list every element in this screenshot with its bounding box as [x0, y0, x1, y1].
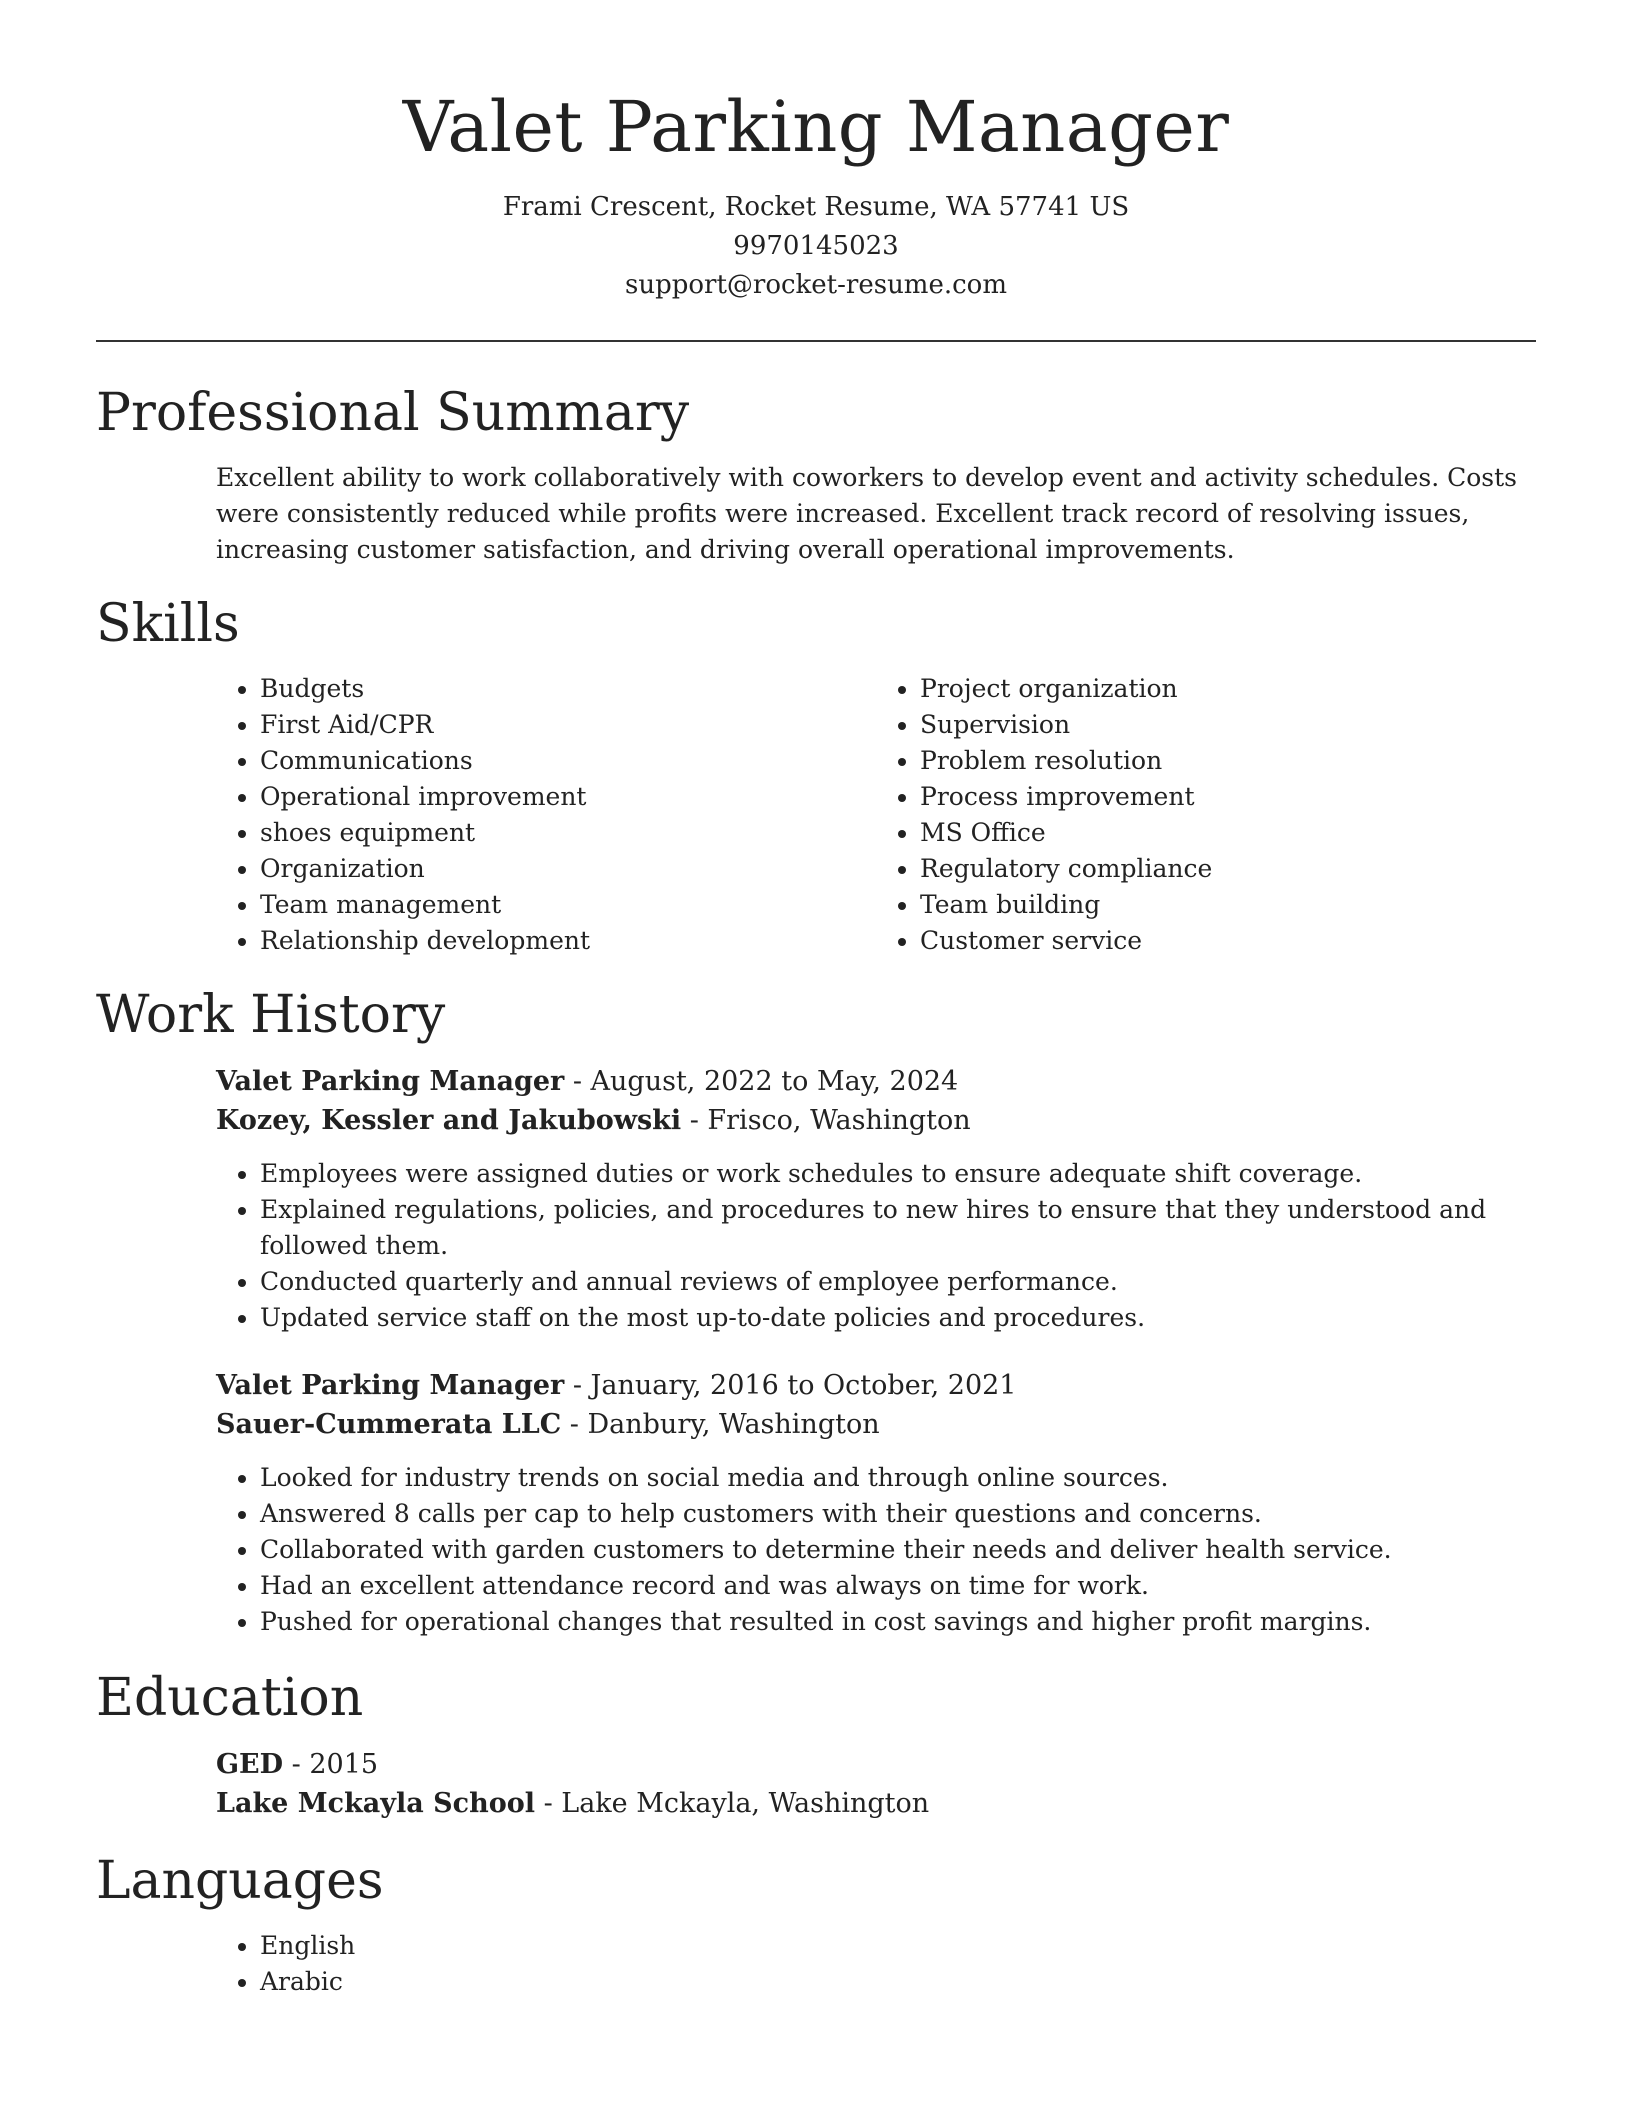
- header-divider: [96, 340, 1536, 342]
- education-location: - Lake Mckayla, Washington: [534, 1788, 930, 1819]
- list-item: • Had an excellent attendance record and was always on time for work.: [260, 1568, 1536, 1604]
- job-role: Valet Parking Manager: [216, 1066, 565, 1097]
- job-role: Valet Parking Manager: [216, 1370, 565, 1401]
- education-school: Lake Mckayla School: [216, 1788, 535, 1819]
- job-location: - Danbury, Washington: [561, 1409, 880, 1440]
- education-heading: Education: [96, 1668, 364, 1728]
- phone: 9970145023: [733, 231, 899, 261]
- list-item: • Looked for industry trends on social media and through online sources.: [260, 1460, 1536, 1496]
- list-item: • shoes equipment: [260, 815, 876, 851]
- languages-list: [216, 1928, 1536, 2000]
- list-item: • Collaborated with garden customers to determine their needs and deliver health service.: [260, 1532, 1536, 1568]
- education-entry: [216, 1745, 1536, 1823]
- list-item: • Relationship development: [260, 923, 876, 959]
- list-item: • Team building: [920, 887, 1536, 923]
- list-item: • Answered 8 calls per cap to help customers with their questions and concerns.: [260, 1496, 1536, 1532]
- list-item: • First Aid/CPR: [260, 707, 876, 743]
- candidate-title: Valet Parking Manager: [402, 86, 1230, 168]
- education-school-line: [216, 1784, 1536, 1823]
- list-item: • Employees were assigned duties or work schedules to ensure adequate shift coverage.: [260, 1156, 1536, 1192]
- job-company: Sauer-Cummerata LLC: [216, 1409, 562, 1440]
- education-degree-line: [216, 1745, 1536, 1784]
- job-entry: [216, 1062, 1536, 1336]
- list-item: • Communications: [260, 743, 876, 779]
- email: support@rocket-resume.com: [624, 270, 1007, 300]
- list-item: • Arabic: [260, 1964, 1536, 2000]
- address: Frami Crescent, Rocket Resume, WA 57741 US: [502, 192, 1130, 222]
- list-item: • Pushed for operational changes that resulted in cost savings and higher profit margins.: [260, 1604, 1536, 1640]
- list-item: • Updated service staff on the most up-to-date policies and procedures.: [260, 1300, 1536, 1336]
- job-dates: - January, 2016 to October, 2021: [564, 1370, 1017, 1401]
- job-title-line: [216, 1062, 1536, 1101]
- summary-heading: Professional Summary: [96, 383, 690, 443]
- list-item: • Customer service: [920, 923, 1536, 959]
- list-item: • Team management: [260, 887, 876, 923]
- list-item: • Explained regulations, policies, and procedures to new hires to ensure that they understood and followed them.: [260, 1192, 1536, 1264]
- list-item: • Supervision: [920, 707, 1536, 743]
- skills-column-left: [216, 671, 876, 959]
- list-item: • Budgets: [260, 671, 876, 707]
- education-year: - 2015: [283, 1749, 379, 1780]
- job-title-line: [216, 1366, 1536, 1405]
- list-item: • Regulatory compliance: [920, 851, 1536, 887]
- job-company-line: [216, 1405, 1536, 1444]
- list-item: • Organization: [260, 851, 876, 887]
- job-duties: [216, 1460, 1536, 1640]
- work-history-heading: Work History: [96, 985, 446, 1045]
- list-item: • Problem resolution: [920, 743, 1536, 779]
- languages-items: [216, 1928, 1536, 2000]
- summary-text: Excellent ability to work collaboratively with coworkers to develop event and activity schedules. Costs were consistently reduced while profits were increased. Excellent track record of resolving issues, increasing customer satisfaction, and driving overall operational improvements.: [216, 463, 1518, 564]
- list-item: • English: [260, 1928, 1536, 1964]
- job-duties: [216, 1156, 1536, 1336]
- job-company: Kozey, Kessler and Jakubowski: [216, 1105, 682, 1136]
- job-entry: [216, 1366, 1536, 1640]
- education-degree: GED: [216, 1749, 284, 1780]
- skills-list: [216, 671, 1536, 959]
- list-item: • Operational improvement: [260, 779, 876, 815]
- job-dates: - August, 2022 to May, 2024: [564, 1066, 959, 1097]
- list-item: • MS Office: [920, 815, 1536, 851]
- list-item: • Conducted quarterly and annual reviews of employee performance.: [260, 1264, 1536, 1300]
- skills-column-right: [876, 671, 1536, 959]
- list-item: • Process improvement: [920, 779, 1536, 815]
- resume-header: [0, 0, 1632, 305]
- languages-heading: Languages: [96, 1851, 384, 1911]
- job-location: - Frisco, Washington: [681, 1105, 971, 1136]
- job-company-line: [216, 1101, 1536, 1140]
- contact-info: [0, 188, 1632, 305]
- list-item: • Project organization: [920, 671, 1536, 707]
- skills-heading: Skills: [96, 594, 240, 654]
